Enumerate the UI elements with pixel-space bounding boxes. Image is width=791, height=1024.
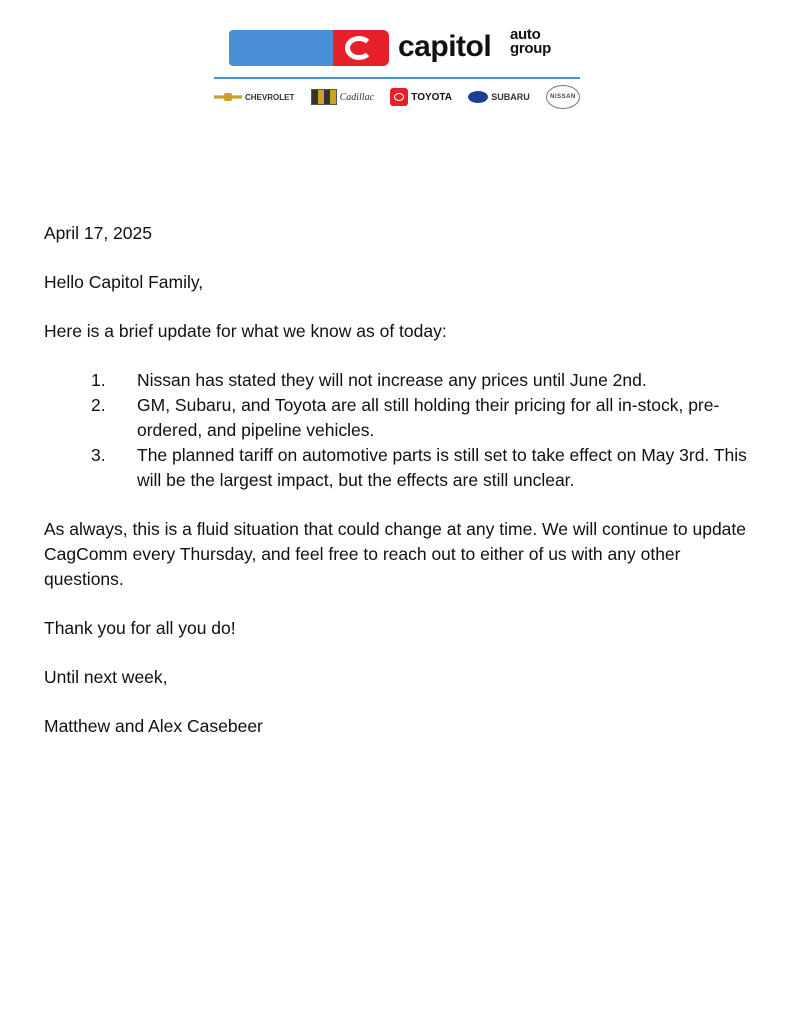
brand-toyota-label: TOYOTA: [411, 91, 453, 103]
list-item: [44, 443, 764, 493]
subaru-stars-icon: [468, 91, 488, 103]
brand-chevrolet-label: CHEVROLET: [245, 92, 295, 102]
brand-subaru: [468, 91, 530, 103]
brand-logo-row: [214, 84, 580, 110]
capitol-c-logo-icon: [333, 30, 389, 66]
list-item: [44, 393, 764, 443]
brand-chevrolet: [214, 93, 294, 102]
letter-intro: Here is a brief update for what we know as of today:: [44, 321, 447, 341]
list-item: [44, 368, 764, 393]
brand-nissan: [546, 85, 580, 109]
letterhead-divider: [214, 77, 580, 79]
brand-cadillac: [311, 89, 374, 105]
nissan-emblem-icon: NISSAN: [546, 85, 580, 109]
letter-date: April 17, 2025: [44, 223, 152, 243]
update-list: [44, 368, 764, 493]
letter-greeting: Hello Capitol Family,: [44, 272, 204, 292]
logo-c-glyph: [345, 36, 373, 60]
brand-toyota: [390, 88, 452, 106]
letter-signature: Matthew and Alex Casebeer: [44, 716, 263, 736]
brand-cadillac-label: Cadillac: [339, 91, 375, 103]
letter-thanks: Thank you for all you do!: [44, 618, 236, 638]
letter-body: [44, 221, 764, 763]
list-item-number: 2.: [91, 395, 106, 415]
letter-paragraph: As always, this is a fluid situation that could change at any time. We will continue to update CagComm every Thursday, and feel free to reach out to either of us with any other questions.: [44, 519, 747, 589]
toyota-emblem-icon: [390, 88, 408, 106]
list-item-text: GM, Subaru, and Toyota are all still holding their pricing for all in-stock, pre-ordered, and pipeline vehicles.: [137, 395, 720, 440]
letter-closing: Until next week,: [44, 667, 168, 687]
list-item-text: Nissan has stated they will not increase any prices until June 2nd.: [137, 370, 647, 390]
list-item-number: 3.: [91, 445, 106, 465]
logo-sub-group: group: [510, 40, 551, 57]
list-item-number: 1.: [91, 370, 106, 390]
cadillac-crest-icon: [311, 89, 337, 105]
letterhead: [0, 0, 791, 115]
logo-subtext: [510, 28, 570, 56]
logo-wordmark: capitol: [398, 30, 492, 63]
chevrolet-bowtie-icon: [214, 93, 242, 101]
logo-blue-bar: [229, 30, 334, 66]
brand-subaru-label: SUBARU: [491, 92, 530, 102]
logo-sub-auto: auto: [510, 26, 541, 43]
list-item-text: The planned tariff on automotive parts is still set to take effect on May 3rd. This will be the largest impact, but the effects are still unclear.: [137, 445, 747, 490]
